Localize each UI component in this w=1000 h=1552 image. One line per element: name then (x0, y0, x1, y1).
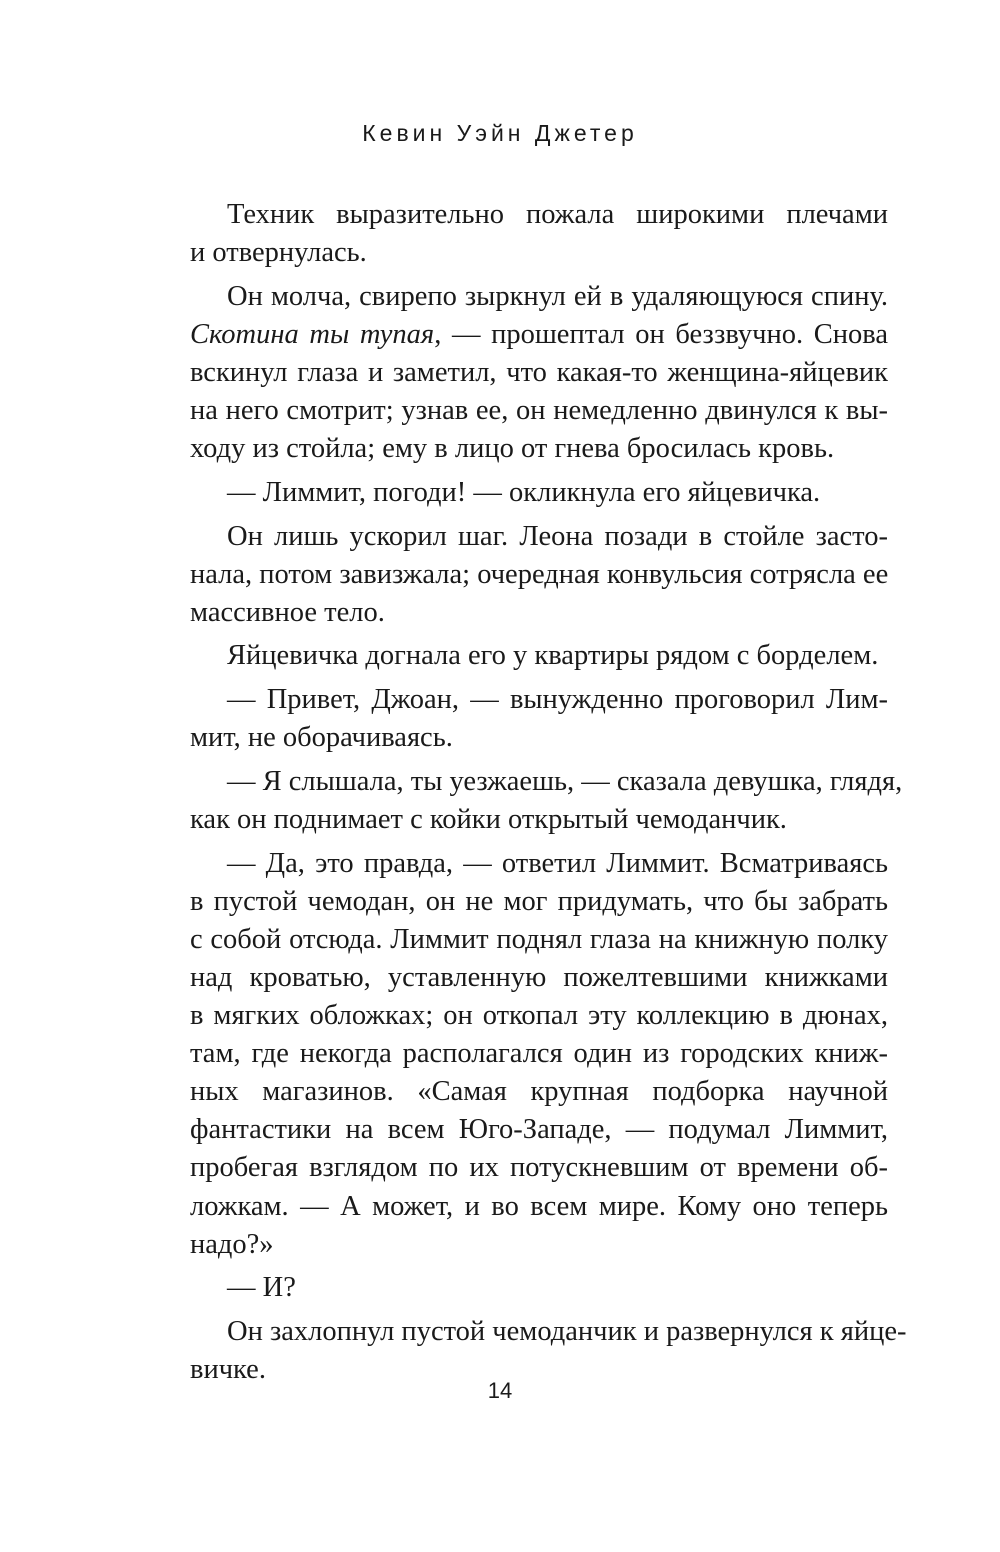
body-text (153, 196, 907, 1389)
italic-phrase: Скотина ты тупая (190, 318, 435, 350)
text-line: мит, не оборачиваясь. (190, 722, 453, 754)
text-line: — Привет, Джоан, — вынужденно проговорил Лим- (227, 684, 888, 716)
paragraph (153, 763, 903, 839)
text-line: в мягких обложках; он откопал эту коллекцию в дюнах, (190, 1000, 888, 1032)
text-line: Он молча, свирепо зыркнул ей в удаляющуюся спину. (227, 280, 888, 312)
paragraph (153, 1269, 888, 1307)
text-line: и отвернулась. (190, 237, 367, 269)
text-line: с собой отсюда. Лиммит поднял глаза на книжную полку (190, 923, 888, 955)
text-line: над кроватью, уставленную пожелтевшими книжками (190, 961, 888, 993)
text-line: Техник выразительно пожала широкими плечами (227, 199, 888, 230)
text-line: ложкам. — А может, и во всем мире. Кому оно теперь (190, 1190, 888, 1222)
text-line: — И? (227, 1272, 296, 1304)
text-line: — Да, это правда, — ответил Лиммит. Всматриваясь (227, 847, 888, 879)
text-line: нала, потом завизжала; очередная конвульсия сотрясла ее (190, 558, 889, 590)
paragraph (153, 681, 888, 757)
text-line: там, где некогда располагался один из городских книж- (190, 1038, 888, 1070)
paragraph (153, 278, 888, 468)
text-line (153, 316, 888, 354)
text-line: на него смотрит; узнав ее, он немедленно двинулся к вы- (190, 395, 888, 427)
paragraph (153, 474, 888, 512)
text-line: Он захлопнул пустой чемоданчик и развернулся к яйце- (227, 1315, 907, 1347)
running-head: Кевин Уэйн Джетер (362, 120, 638, 146)
text-line: Он лишь ускорил шаг. Леона позади в стойле засто- (227, 520, 888, 552)
text-line: массивное тело. (190, 596, 385, 628)
paragraph (153, 518, 888, 632)
page-number: 14 (487, 1378, 513, 1403)
text-line: пробегая взглядом по их потускневшим от времени об- (190, 1152, 888, 1184)
text-line: вскинул глаза и заметил, что какая-то женщина-яйцевик (190, 356, 888, 388)
text-line: ных магазинов. «Самая крупная подборка научной (190, 1076, 888, 1108)
text-fragment: , — прошептал он беззвучно. Снова (434, 318, 888, 350)
text-line: ходу из стойла; ему в лицо от гнева бросилась кровь. (190, 433, 835, 465)
paragraph (153, 196, 888, 272)
text-line: — Лиммит, погоди! — окликнула его яйцевичка. (227, 476, 821, 508)
text-line: — Я слышала, ты уезжаешь, — сказала девушка, глядя, (227, 765, 903, 797)
text-line: фантастики на всем Юго-Западе, — подумал Лиммит, (190, 1114, 888, 1146)
paragraph (153, 637, 888, 675)
text-line: надо?» (190, 1228, 274, 1260)
paragraph (153, 845, 888, 1264)
text-line: Яйцевичка догнала его у квартиры рядом с борделем. (227, 640, 879, 672)
text-line: вичке. (190, 1354, 266, 1386)
text-line: как он поднимает с койки открытый чемоданчик. (190, 803, 787, 835)
text-line: в пустой чемодан, он не мог придумать, что бы забрать (190, 885, 888, 917)
